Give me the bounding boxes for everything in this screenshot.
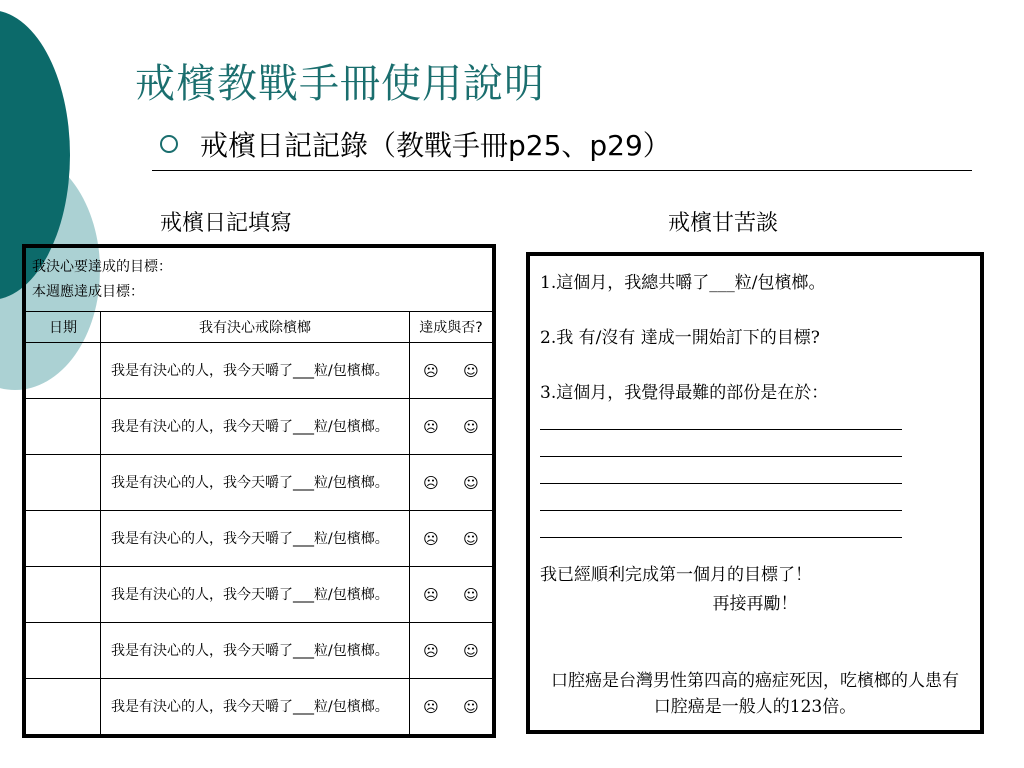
- achieved-cell: [410, 455, 493, 511]
- happy-face-icon[interactable]: ☺: [463, 361, 479, 380]
- answer-line[interactable]: [540, 511, 902, 538]
- left-heading: 戒檳日記填寫: [160, 211, 293, 236]
- date-cell[interactable]: [26, 623, 101, 679]
- happy-face-icon[interactable]: ☺: [463, 585, 479, 604]
- happy-face-icon[interactable]: ☺: [463, 417, 479, 436]
- bullet-circle-icon: [160, 135, 178, 153]
- question-2: 2.我 有/沒有 達成一開始訂下的目標?: [540, 328, 820, 348]
- header-resolve: 我有決心戒除檳榔: [101, 312, 410, 343]
- achieved-cell: [410, 623, 493, 679]
- date-cell[interactable]: [26, 343, 101, 399]
- resolve-text: 我是有決心的人，我今天嚼了___粒/包檳榔。: [101, 343, 410, 399]
- goal-section: [26, 248, 492, 312]
- slide-title: 戒檳教戰手冊使用說明: [135, 61, 545, 107]
- weekly-goal-label: 本週應達成目標：: [32, 284, 144, 300]
- date-cell[interactable]: [26, 399, 101, 455]
- resolve-text: 我是有決心的人，我今天嚼了___粒/包檳榔。: [101, 399, 410, 455]
- completion-text: 我已經順利完成第一個月的目標了！: [540, 565, 812, 585]
- table-row: [26, 679, 492, 735]
- happy-face-icon[interactable]: ☺: [463, 641, 479, 660]
- header-achieved: 達成與否?: [410, 312, 493, 343]
- sad-face-icon[interactable]: ☹: [423, 641, 439, 660]
- achieved-cell: [410, 567, 493, 623]
- sad-face-icon[interactable]: ☹: [423, 697, 439, 716]
- oral-cancer-fact: 口腔癌是台灣男性第四高的癌症死因，吃檳榔的人患有口腔癌是一般人的123倍。: [551, 671, 959, 717]
- answer-line[interactable]: [540, 457, 902, 484]
- sad-face-icon[interactable]: ☹: [423, 585, 439, 604]
- diary-table: [26, 312, 492, 734]
- answer-line[interactable]: [540, 430, 902, 457]
- answer-line[interactable]: [540, 403, 902, 430]
- sad-face-icon[interactable]: ☹: [423, 417, 439, 436]
- date-cell[interactable]: [26, 511, 101, 567]
- header-date: 日期: [26, 312, 101, 343]
- goal-label: 我決心要達成的目標：: [32, 259, 172, 275]
- table-row: [26, 567, 492, 623]
- resolve-text: 我是有決心的人，我今天嚼了___粒/包檳榔。: [101, 623, 410, 679]
- happy-face-icon[interactable]: ☺: [463, 473, 479, 492]
- answer-line[interactable]: [540, 484, 902, 511]
- achieved-cell: [410, 511, 493, 567]
- sad-face-icon[interactable]: ☹: [423, 529, 439, 548]
- sad-face-icon[interactable]: ☹: [423, 361, 439, 380]
- date-cell[interactable]: [26, 455, 101, 511]
- table-row: [26, 623, 492, 679]
- achieved-cell: [410, 679, 493, 735]
- date-cell[interactable]: [26, 567, 101, 623]
- table-row: [26, 455, 492, 511]
- diary-form: [22, 244, 496, 738]
- table-row: [26, 511, 492, 567]
- table-row: [26, 343, 492, 399]
- sad-face-icon[interactable]: ☹: [423, 473, 439, 492]
- right-heading: 戒檳甘苦談: [668, 211, 779, 236]
- encouragement-text: 再接再勵！: [712, 594, 798, 614]
- resolve-text: 我是有決心的人，我今天嚼了___粒/包檳榔。: [101, 567, 410, 623]
- resolve-text: 我是有決心的人，我今天嚼了___粒/包檳榔。: [101, 679, 410, 735]
- table-row: [26, 399, 492, 455]
- divider: [152, 170, 972, 171]
- question-3: 3.這個月，我覺得最難的部份是在於：: [540, 383, 829, 403]
- happy-face-icon[interactable]: ☺: [463, 697, 479, 716]
- reflection-box: [526, 252, 984, 734]
- resolve-text: 我是有決心的人，我今天嚼了___粒/包檳榔。: [101, 511, 410, 567]
- achieved-cell: [410, 399, 493, 455]
- achieved-cell: [410, 343, 493, 399]
- resolve-text: 我是有決心的人，我今天嚼了___粒/包檳榔。: [101, 455, 410, 511]
- bullet-item: [160, 124, 671, 164]
- happy-face-icon[interactable]: ☺: [463, 529, 479, 548]
- bullet-text: 戒檳日記記錄（教戰手冊p25、p29）: [200, 129, 671, 162]
- question-1: 1.這個月，我總共嚼了___粒/包檳榔。: [540, 273, 826, 293]
- date-cell[interactable]: [26, 679, 101, 735]
